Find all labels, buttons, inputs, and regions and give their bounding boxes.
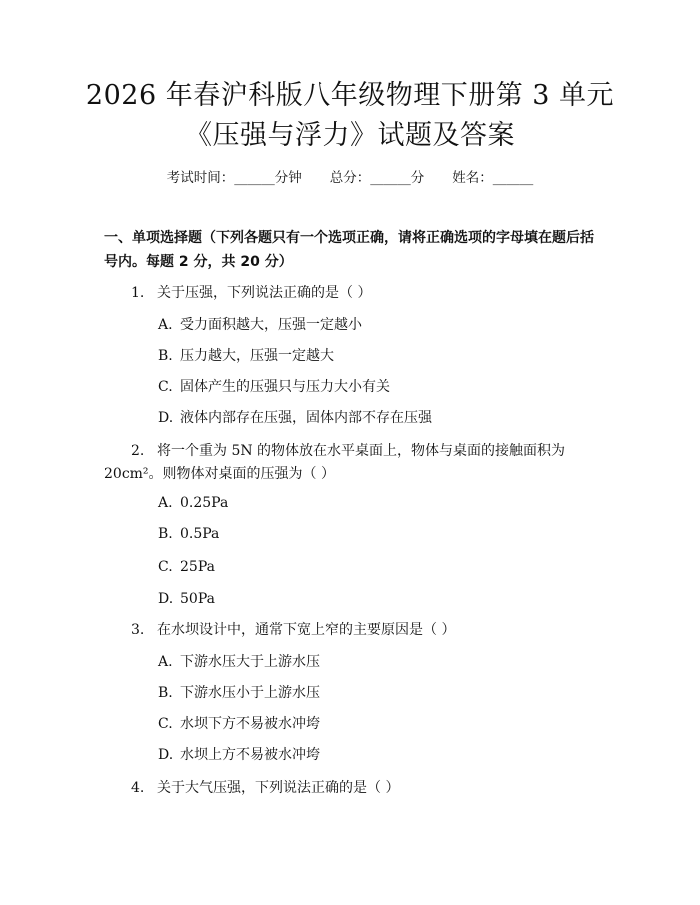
question-number: 4. xyxy=(131,780,145,796)
total-score-field xyxy=(330,168,425,188)
question-2-option-c xyxy=(158,555,215,579)
option-text: 下游水压小于上游水压 xyxy=(180,685,320,701)
question-2 xyxy=(131,439,565,463)
total-score-unit: 分 xyxy=(410,170,425,186)
exam-time-unit: 分钟 xyxy=(274,170,302,186)
question-3-option-b xyxy=(158,681,320,705)
question-4 xyxy=(131,776,399,800)
question-1-option-a xyxy=(158,313,362,337)
option-text: 压力越大，压强一定越大 xyxy=(180,348,334,364)
question-3-option-a xyxy=(158,650,320,674)
question-text: 关于压强，下列说法正确的是（ ） xyxy=(157,285,372,301)
student-name-field xyxy=(452,168,533,188)
option-letter: A. xyxy=(158,317,173,333)
student-name-blank: ______ xyxy=(492,170,534,186)
option-text: 0.5Pa xyxy=(180,526,220,542)
option-letter: A. xyxy=(158,654,173,670)
question-number: 2. xyxy=(131,443,145,459)
option-text: 固体产生的压强只与压力大小有关 xyxy=(180,379,390,395)
option-letter: D. xyxy=(158,747,174,763)
question-1-option-c xyxy=(158,375,390,399)
question-1-option-b xyxy=(158,344,334,368)
option-text: 50Pa xyxy=(180,591,215,607)
option-text: 25Pa xyxy=(180,559,215,575)
question-2-continued: 20cm²。则物体对桌面的压强为（ ） xyxy=(104,466,335,482)
option-text: 水坝上方不易被水冲垮 xyxy=(180,747,320,763)
exam-info-row xyxy=(0,168,700,188)
option-text: 下游水压大于上游水压 xyxy=(180,654,320,670)
option-letter: B. xyxy=(158,685,173,701)
option-letter: B. xyxy=(158,526,173,542)
question-1 xyxy=(131,281,371,305)
question-2-option-d xyxy=(158,587,215,611)
question-number: 1. xyxy=(131,285,145,301)
exam-time-label: 考试时间： xyxy=(166,170,235,186)
exam-title-line-2: 《压强与浮力》试题及答案 xyxy=(185,120,515,151)
option-text: 液体内部存在压强，固体内部不存在压强 xyxy=(180,410,432,426)
option-text: 水坝下方不易被水冲垮 xyxy=(180,716,320,732)
option-text: 受力面积越大，压强一定越小 xyxy=(180,317,362,333)
option-letter: C. xyxy=(158,559,173,575)
exam-time-blank: ______ xyxy=(234,170,275,186)
option-letter: C. xyxy=(158,716,173,732)
section-heading: 一、单项选择题（下列各题只有一个选项正确，请将正确选项的字母填在题后括号内。每题 2 分，共 20 分） xyxy=(104,230,594,270)
question-3 xyxy=(131,618,455,642)
student-name-label: 姓名： xyxy=(452,170,493,186)
option-letter: A. xyxy=(158,495,173,511)
question-number: 3. xyxy=(131,622,145,638)
question-text: 将一个重为 5N 的物体放在水平桌面上，物体与桌面的接触面积为 xyxy=(157,443,566,459)
question-text: 关于大气压强，下列说法正确的是（ ） xyxy=(157,780,400,796)
question-2-option-b xyxy=(158,522,219,546)
option-letter: B. xyxy=(158,348,173,364)
question-3-option-d xyxy=(158,743,320,767)
option-letter: D. xyxy=(158,591,174,607)
option-letter: D. xyxy=(158,410,174,426)
question-3-option-c xyxy=(158,712,320,736)
option-text: 0.25Pa xyxy=(180,495,229,511)
exam-title-line-1: 2026 年春沪科版八年级物理下册第 3 单元 xyxy=(85,80,615,111)
question-2-option-a xyxy=(158,491,228,515)
total-score-blank: ______ xyxy=(370,170,411,186)
exam-time-field xyxy=(167,168,302,188)
total-score-label: 总分： xyxy=(329,170,371,186)
option-letter: C. xyxy=(158,379,173,395)
question-1-option-d xyxy=(158,406,432,430)
question-text: 在水坝设计中，通常下宽上窄的主要原因是（ ） xyxy=(157,622,456,638)
